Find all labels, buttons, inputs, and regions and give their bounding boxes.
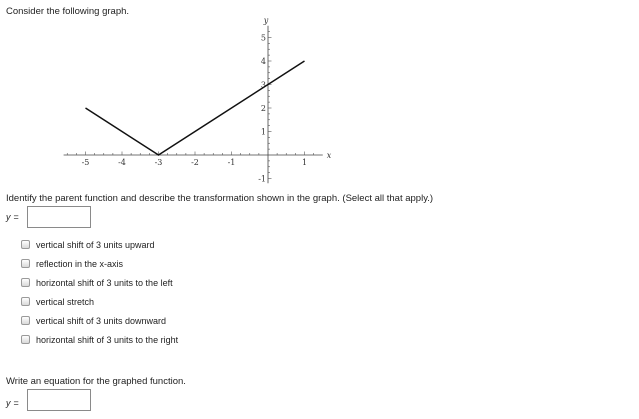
x-tick-label: -2: [191, 158, 199, 167]
x-tick-label: -1: [227, 158, 236, 167]
option-label: vertical stretch: [36, 296, 95, 307]
option-label: vertical shift of 3 units upward: [36, 239, 155, 250]
option-label: vertical shift of 3 units downward: [36, 315, 167, 326]
x-axis-label: x: [326, 151, 332, 160]
x-tick-label: 1: [301, 158, 308, 167]
option-checkbox[interactable]: [21, 316, 30, 325]
transformation-options: [21, 235, 178, 349]
equation-input[interactable]: [27, 389, 91, 411]
y-tick-label: 4: [260, 57, 266, 66]
option-item[interactable]: [21, 235, 178, 254]
x-tick-label: -5: [81, 158, 90, 167]
option-checkbox[interactable]: [21, 240, 30, 249]
option-label: horizontal shift of 3 units to the left: [36, 277, 173, 288]
option-label: horizontal shift of 3 units to the right: [36, 334, 179, 345]
y-tick-label: 5: [260, 33, 266, 43]
option-item[interactable]: [21, 292, 178, 311]
parent-label-var: y: [6, 212, 11, 222]
question-instruction: Identify the parent function and describe the transformation shown in the graph. (Select all that apply.): [6, 193, 434, 204]
option-checkbox[interactable]: [21, 259, 30, 268]
y-tick-label: 3: [260, 80, 266, 90]
parent-label-eq: =: [13, 212, 19, 222]
question-intro: Consider the following graph.: [6, 6, 130, 17]
equation-label-eq: =: [13, 398, 19, 408]
option-label: reflection in the x-axis: [36, 258, 124, 269]
ticks: [67, 32, 313, 179]
function-line: [86, 61, 305, 155]
option-checkbox[interactable]: [21, 278, 30, 287]
equation-prompt: Write an equation for the graphed function.: [6, 376, 186, 387]
y-tick-label: -1: [258, 174, 266, 184]
y-axis-label: y: [263, 15, 269, 25]
y-tick-label: 2: [260, 104, 266, 113]
parent-function-input[interactable]: [27, 206, 91, 228]
option-checkbox[interactable]: [21, 335, 30, 344]
graph: [60, 15, 340, 188]
option-item[interactable]: [21, 273, 178, 292]
y-tick-label: 1: [260, 127, 266, 137]
x-tick-label: -3: [154, 158, 163, 167]
equation-label-var: y: [6, 398, 11, 408]
option-item[interactable]: [21, 254, 178, 273]
curve: [86, 61, 305, 155]
parent-label: [6, 212, 19, 222]
option-item[interactable]: [21, 311, 178, 330]
x-tick-label: -4: [118, 158, 126, 167]
equation-label: [6, 398, 19, 408]
option-checkbox[interactable]: [21, 297, 30, 306]
tick-labels: [82, 16, 332, 184]
option-item[interactable]: [21, 330, 178, 349]
